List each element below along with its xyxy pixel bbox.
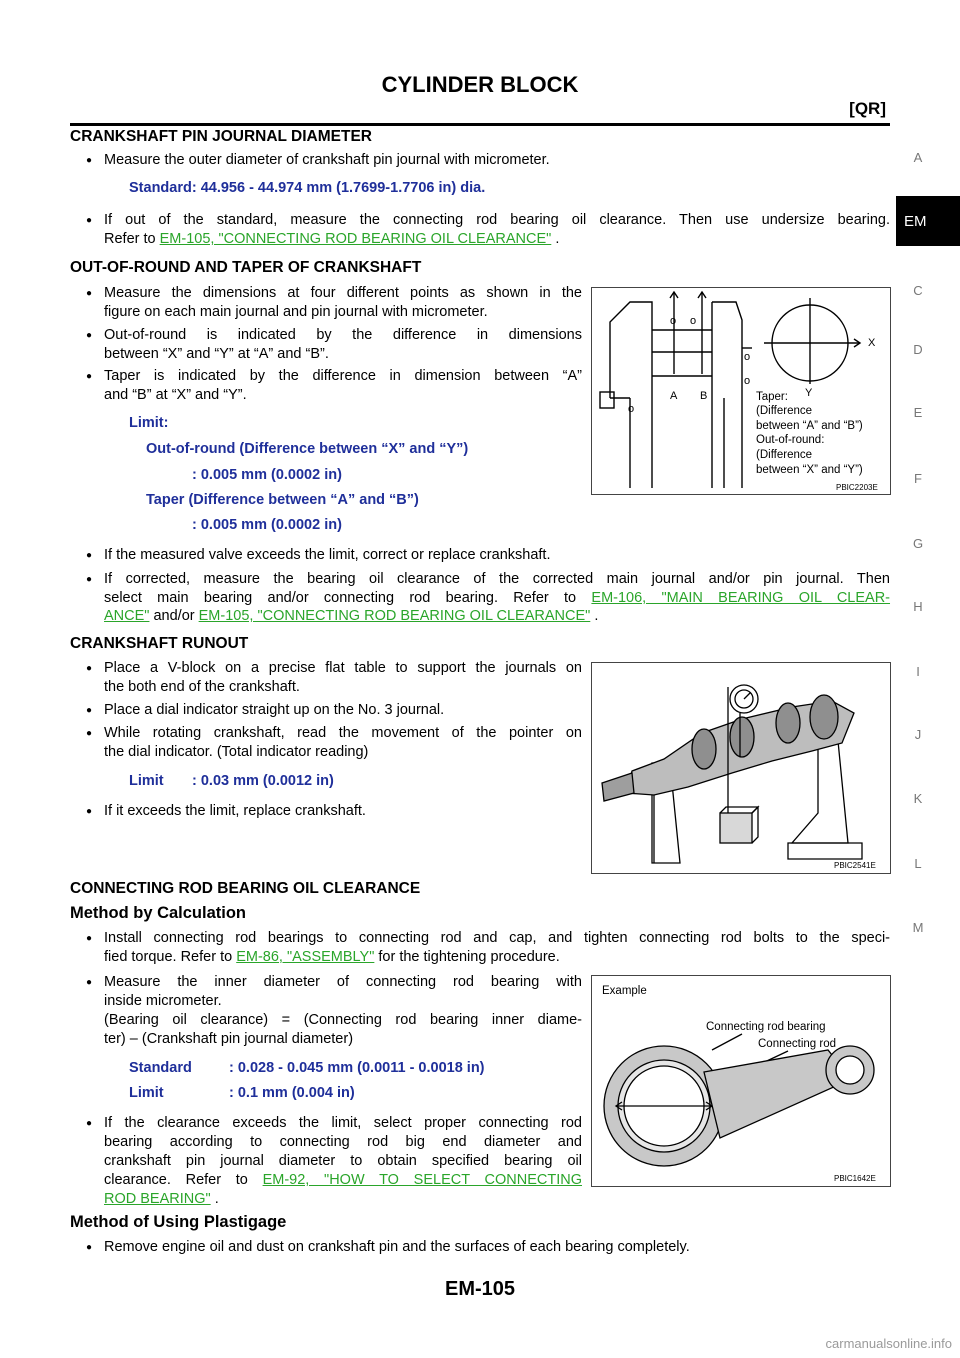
index-i[interactable]: I <box>916 664 920 679</box>
bullet-text <box>104 659 582 697</box>
fig-taper-line3: between “A” and “B”) <box>756 420 863 432</box>
index-em-label: EM <box>904 212 927 230</box>
label-y: Y <box>805 387 813 399</box>
runout-limit-label: Limit <box>129 773 164 789</box>
line: crankshaft pin journal diameter to obtain specified bearing oil <box>104 1153 582 1169</box>
figure-id: PBIC1642E <box>834 1174 876 1183</box>
svg-text:o: o <box>744 375 751 387</box>
subheading-plastigage: Method of Using Plastigage <box>70 1213 287 1231</box>
fig-taper-title: Taper: <box>756 391 788 403</box>
index-em-tab[interactable] <box>896 196 960 246</box>
section-heading-runout: CRANKSHAFT RUNOUT <box>70 635 249 652</box>
svg-text:o: o <box>690 315 697 327</box>
standard-value: Standard: 44.956 - 44.974 mm (1.7699-1.7706 in) dia. <box>129 180 486 196</box>
taper-value: : 0.005 mm (0.0002 in) <box>192 517 342 533</box>
fig-taper-line2: (Difference <box>756 405 813 417</box>
figure-id: PBIC2541E <box>834 861 876 870</box>
runout-diagram <box>592 663 890 873</box>
line: the dial indicator. (Total indicator reading) <box>104 744 369 760</box>
line: bearing according to connecting rod big end diameter and <box>104 1134 582 1150</box>
bullet-text: ● If out of the standard, measure the connecting rod bearing oil clearance. Then use undersize bearing. <box>104 211 890 230</box>
label-b: B <box>700 390 708 402</box>
figure-id: PBIC2203E <box>836 483 878 492</box>
line: ● Measure the inner diameter of connecting rod bearing with <box>104 974 582 990</box>
period: . <box>594 608 599 624</box>
page-title: CYLINDER BLOCK <box>381 72 579 97</box>
period: . <box>555 231 560 247</box>
standard-value: : 0.028 - 0.045 mm (0.0011 - 0.0018 in) <box>229 1060 485 1076</box>
label-x: X <box>868 337 876 349</box>
refer-text: Refer to <box>104 231 156 247</box>
line: between “X” and “Y” at “A” and “B”. <box>104 346 329 362</box>
refer-text: fied torque. Refer to <box>104 949 233 965</box>
line: figure on each main journal and pin journal with micrometer. <box>104 304 488 320</box>
period: . <box>214 1191 219 1207</box>
refer-text: select main bearing and/or connecting rod bearing. Refer to <box>104 590 577 606</box>
bullet-text: ● Install connecting rod bearings to connecting rod and cap, and tighten connecting rod bolts to the speci- <box>104 929 890 948</box>
section-heading-conrod-clearance: CONNECTING ROD BEARING OIL CLEARANCE <box>70 880 421 897</box>
refer-line <box>104 607 598 626</box>
limit-label: Limit <box>129 1085 164 1101</box>
bullet-text <box>104 367 582 405</box>
index-j[interactable]: J <box>914 727 922 742</box>
index-l[interactable]: L <box>914 856 922 871</box>
index-f[interactable]: F <box>914 471 922 486</box>
index-d[interactable]: D <box>913 342 923 357</box>
link-em-106[interactable]: EM-106, "MAIN BEARING OIL CLEAR- <box>591 590 891 606</box>
line <box>104 1171 582 1190</box>
line: ● Out-of-round is indicated by the difference in dimensions <box>104 327 582 343</box>
link-em-105[interactable]: EM-105, "CONNECTING ROD BEARING OIL CLEARANCE" <box>198 608 591 624</box>
line: and “B” at “X” and “Y”. <box>104 387 247 403</box>
index-a[interactable]: A <box>913 150 923 165</box>
subheading-calculation: Method by Calculation <box>70 904 247 922</box>
bullet-text: ● If it exceeds the limit, replace crankshaft. <box>104 802 366 821</box>
fig-oor-title: Out-of-round: <box>756 434 825 446</box>
index-m[interactable]: M <box>912 920 924 935</box>
standard-label: Standard <box>129 1060 192 1076</box>
refer-line <box>104 948 560 967</box>
label-a: A <box>670 390 678 402</box>
line: (Bearing oil clearance) = (Connecting rod bearing inner diame- <box>104 1012 582 1028</box>
bullet-text: ● Remove engine oil and dust on crankshaft pin and the surfaces of each bearing completely. <box>104 1238 690 1257</box>
line: ● While rotating crankshaft, read the movement of the pointer on <box>104 725 582 741</box>
fig-oor-line3: between “X” and “Y”) <box>756 464 863 476</box>
line: ter) – (Crankshaft pin journal diameter) <box>104 1031 354 1047</box>
bullet-text: ● If corrected, measure the bearing oil clearance of the corrected main journal and/or pin journal. Then <box>104 570 890 589</box>
index-h[interactable]: H <box>913 599 923 614</box>
bullet-text: ● Measure the outer diameter of crankshaft pin journal with micrometer. <box>104 151 550 170</box>
link-em-92-cont[interactable]: ROD BEARING" <box>104 1191 211 1207</box>
fig-oor-line2: (Difference <box>756 449 813 461</box>
fig-example-label: Example <box>602 985 647 997</box>
index-k[interactable]: K <box>913 791 923 806</box>
bullet-text <box>104 973 582 1049</box>
taper-label: Taper (Difference between “A” and “B”) <box>146 492 419 508</box>
out-of-round-value: : 0.005 mm (0.0002 in) <box>192 467 342 483</box>
line: ● Measure the dimensions at four different points as shown in the <box>104 285 582 301</box>
out-of-round-label: Out-of-round (Difference between “X” and “Y”) <box>146 441 469 457</box>
bullet-text <box>104 1114 582 1209</box>
link-em-86[interactable]: EM-86, "ASSEMBLY" <box>236 949 375 965</box>
figure-connecting-rod <box>591 975 891 1187</box>
bullet-text <box>104 326 582 364</box>
svg-text:o: o <box>670 315 677 327</box>
index-e[interactable]: E <box>913 405 923 420</box>
and-or: and/or <box>153 608 195 624</box>
refer-text-end: for the tightening procedure. <box>378 949 560 965</box>
section-heading-pin-journal: CRANKSHAFT PIN JOURNAL DIAMETER <box>70 128 372 145</box>
svg-text:o: o <box>628 403 635 415</box>
link-em-106-cont[interactable]: ANCE" <box>104 608 150 624</box>
engine-code: [QR] <box>849 99 886 118</box>
line <box>104 1190 582 1209</box>
line: ● If the clearance exceeds the limit, select proper connecting rod <box>104 1115 582 1131</box>
fig-rod-label: Connecting rod <box>758 1038 836 1050</box>
bullet-text <box>104 284 582 322</box>
bullet-text <box>104 724 582 762</box>
page-number: EM-105 <box>444 1278 516 1300</box>
link-em-105[interactable]: EM-105, "CONNECTING ROD BEARING OIL CLEARANCE" <box>159 231 552 247</box>
limit-value: : 0.1 mm (0.004 in) <box>229 1085 355 1101</box>
figure-runout <box>591 662 891 874</box>
line: ● Taper is indicated by the difference in dimension between “A” <box>104 368 582 384</box>
figure-journal-measurement <box>591 287 891 495</box>
link-em-92[interactable]: EM-92, "HOW TO SELECT CONNECTING <box>262 1172 582 1188</box>
refer-text: clearance. Refer to <box>104 1172 248 1188</box>
fig-bearing-label: Connecting rod bearing <box>706 1021 826 1033</box>
line: inside micrometer. <box>104 993 222 1009</box>
refer-line <box>104 230 559 249</box>
index-g[interactable]: G <box>912 536 924 551</box>
runout-limit-value: : 0.03 mm (0.0012 in) <box>192 773 334 789</box>
watermark: carmanualsonline.info <box>825 1336 952 1351</box>
conrod-diagram <box>592 976 890 1186</box>
bullet-text: ● Place a dial indicator straight up on the No. 3 journal. <box>104 701 444 720</box>
svg-text:o: o <box>744 351 751 363</box>
limit-label: Limit: <box>129 415 169 431</box>
header-rule <box>70 123 890 126</box>
index-c[interactable]: C <box>913 283 923 298</box>
section-heading-out-of-round: OUT-OF-ROUND AND TAPER OF CRANKSHAFT <box>70 259 422 276</box>
line: ● Place a V-block on a precise flat table to support the journals on <box>104 660 582 676</box>
refer-line <box>104 589 890 608</box>
bullet-text: ● If the measured valve exceeds the limit, correct or replace crankshaft. <box>104 546 550 565</box>
journal-diagram <box>592 288 890 494</box>
line: the both end of the crankshaft. <box>104 679 300 695</box>
